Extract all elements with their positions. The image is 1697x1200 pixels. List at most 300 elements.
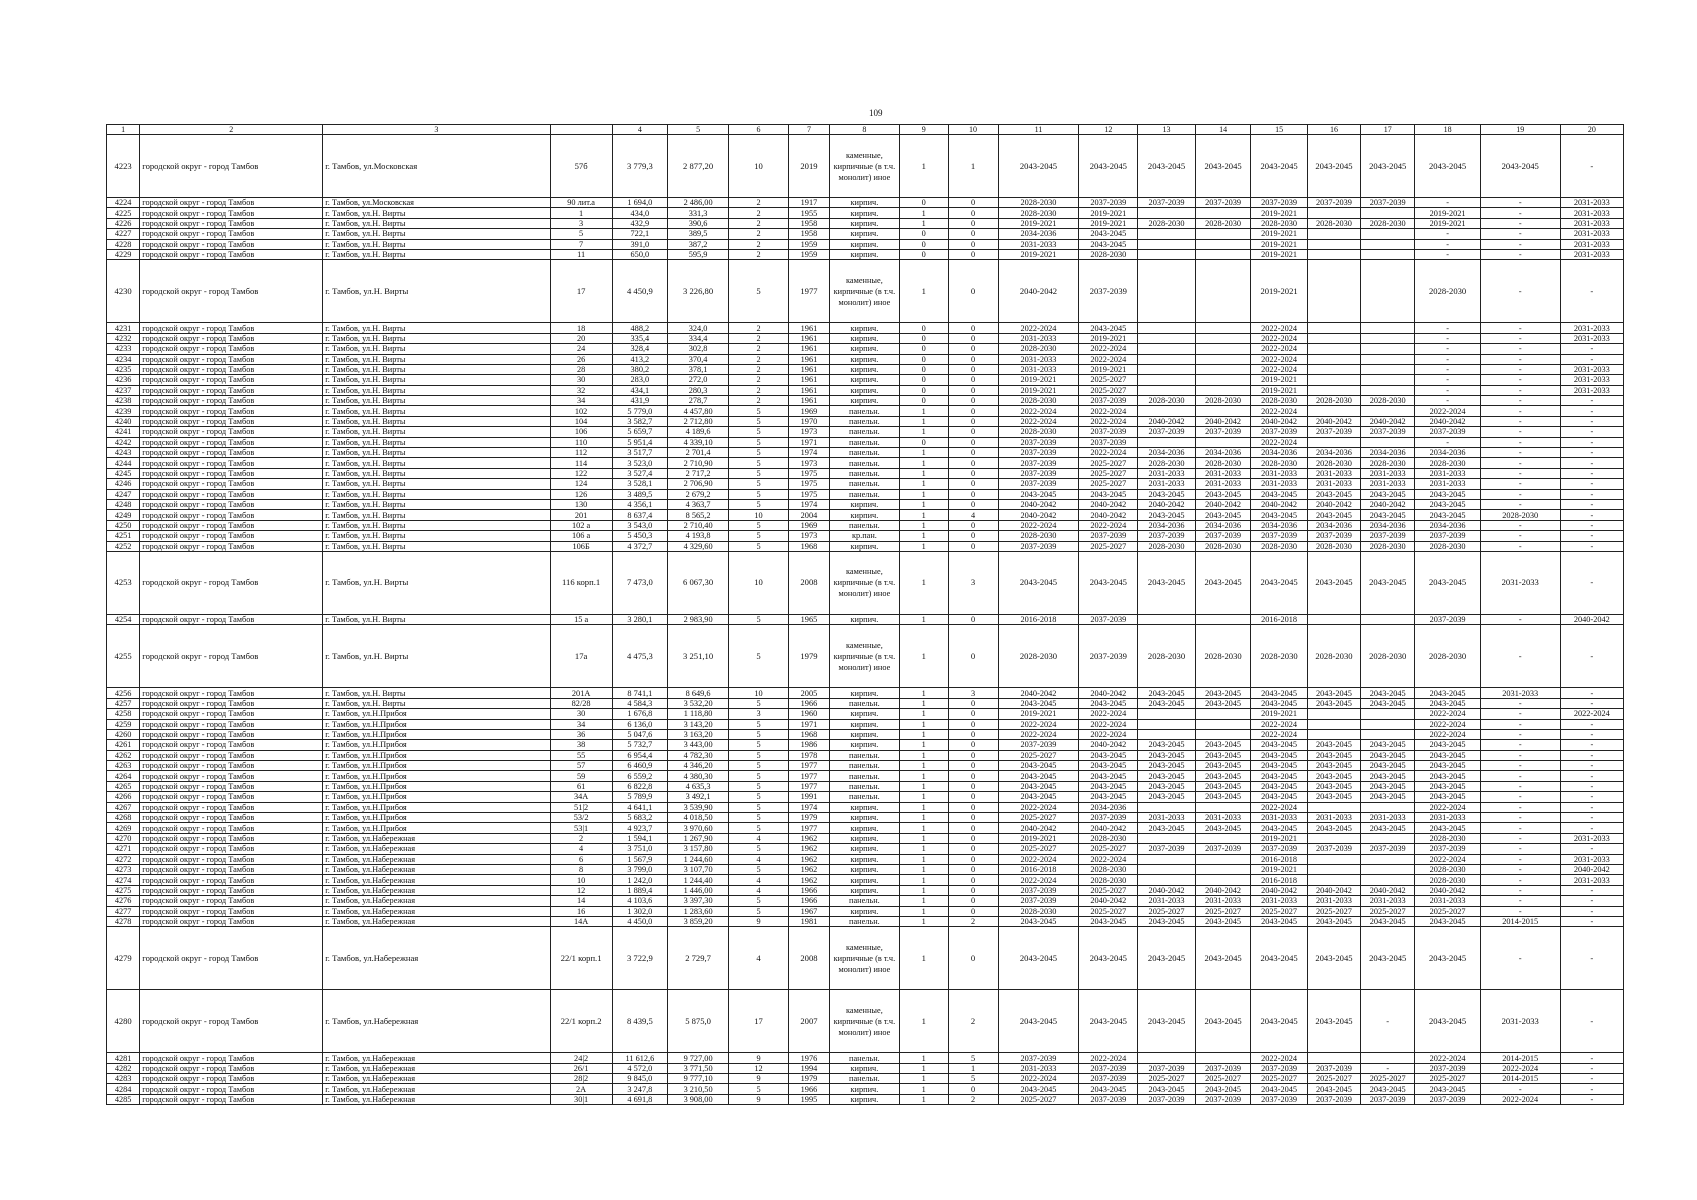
table-cell: 2043-2045 bbox=[998, 781, 1079, 791]
table-cell: 2016-2018 bbox=[998, 614, 1079, 624]
table-cell: 5 bbox=[729, 813, 789, 823]
table-cell: 2019 bbox=[788, 135, 829, 198]
table-cell: 2043-2045 bbox=[1307, 792, 1360, 802]
table-cell: - bbox=[1480, 781, 1560, 791]
table-cell: 2043-2045 bbox=[1138, 990, 1196, 1053]
table-cell bbox=[1138, 833, 1196, 843]
table-cell: 2043-2045 bbox=[1361, 510, 1415, 520]
table-cell: 4273 bbox=[107, 864, 140, 874]
table-row bbox=[107, 208, 1624, 218]
table-cell: городской округ - город Тамбов bbox=[140, 781, 323, 791]
table-cell: 2031-2033 bbox=[1560, 375, 1623, 385]
table-cell: 2043-2045 bbox=[1138, 740, 1196, 750]
table-cell: 2022-2024 bbox=[1415, 1053, 1480, 1063]
table-cell bbox=[1138, 364, 1196, 374]
table-cell: 0 bbox=[948, 333, 998, 343]
table-cell: 302,8 bbox=[668, 344, 729, 354]
table-cell: панельн. bbox=[829, 916, 899, 926]
table-cell: 5 779,0 bbox=[612, 406, 667, 416]
table-cell: 2043-2045 bbox=[1079, 1084, 1138, 1094]
table-cell: г. Тамбов, ул.Н. Вирты bbox=[323, 437, 550, 447]
table-cell: городской округ - город Тамбов bbox=[140, 385, 323, 395]
table-cell: 2019-2021 bbox=[1251, 385, 1308, 395]
table-cell: 2037-2039 bbox=[1079, 260, 1138, 323]
table-cell: 2031-2033 bbox=[1361, 896, 1415, 906]
table-cell: 4263 bbox=[107, 761, 140, 771]
table-cell bbox=[1307, 437, 1360, 447]
table-cell: 0 bbox=[948, 792, 998, 802]
table-cell: 2043-2045 bbox=[1138, 916, 1196, 926]
table-cell: 4 691,8 bbox=[612, 1094, 667, 1104]
table-cell: 2031-2033 bbox=[1195, 479, 1250, 489]
table-cell: 2043-2045 bbox=[1079, 323, 1138, 333]
table-cell: 0 bbox=[948, 541, 998, 551]
table-cell: городской округ - город Тамбов bbox=[140, 448, 323, 458]
table-cell: - bbox=[1560, 396, 1623, 406]
table-cell: 2043-2045 bbox=[1307, 551, 1360, 614]
table-cell: - bbox=[1560, 698, 1623, 708]
table-cell: 4257 bbox=[107, 698, 140, 708]
table-cell: 36 bbox=[550, 729, 612, 739]
table-cell bbox=[1307, 729, 1360, 739]
table-cell: 2028-2030 bbox=[1195, 541, 1250, 551]
table-cell: кирпич. bbox=[829, 740, 899, 750]
table-cell: 5 789,9 bbox=[612, 792, 667, 802]
table-cell bbox=[1138, 375, 1196, 385]
table-cell: 5 bbox=[729, 729, 789, 739]
table-cell: 1977 bbox=[788, 823, 829, 833]
table-row bbox=[107, 875, 1624, 885]
table-cell: 283,0 bbox=[612, 375, 667, 385]
table-cell: 1 bbox=[899, 823, 948, 833]
table-cell: 2043-2045 bbox=[1195, 135, 1250, 198]
table-cell: 2043-2045 bbox=[1195, 916, 1250, 926]
table-cell: 2016-2018 bbox=[998, 864, 1079, 874]
table-cell: городской округ - город Тамбов bbox=[140, 614, 323, 624]
table-cell: 2025-2027 bbox=[1079, 385, 1138, 395]
table-cell: 2028-2030 bbox=[1251, 458, 1308, 468]
table-cell: г. Тамбов, ул.Н. Вирты bbox=[323, 385, 550, 395]
table-cell: 2043-2045 bbox=[998, 489, 1079, 499]
table-cell: 8 bbox=[550, 864, 612, 874]
table-cell: 1970 bbox=[788, 416, 829, 426]
table-cell: 5 bbox=[729, 625, 789, 688]
table-cell: 2028-2030 bbox=[998, 906, 1079, 916]
table-cell: г. Тамбов, ул.Набережная bbox=[323, 990, 550, 1053]
table-cell: 0 bbox=[948, 531, 998, 541]
table-row bbox=[107, 437, 1624, 447]
table-cell: 51|2 bbox=[550, 802, 612, 812]
table-cell: 1961 bbox=[788, 333, 829, 343]
table-cell: 0 bbox=[899, 354, 948, 364]
table-cell: 4243 bbox=[107, 448, 140, 458]
column-number-cell: 12 bbox=[1079, 125, 1138, 135]
table-cell: 0 bbox=[948, 239, 998, 249]
table-cell: - bbox=[1480, 479, 1560, 489]
table-cell: 2019-2021 bbox=[1079, 364, 1138, 374]
table-cell: г. Тамбов, ул.Набережная bbox=[323, 927, 550, 990]
table-cell: 2028-2030 bbox=[998, 396, 1079, 406]
table-cell: 2043-2045 bbox=[1195, 750, 1250, 760]
table-cell: 4276 bbox=[107, 896, 140, 906]
table-cell: городской округ - город Тамбов bbox=[140, 458, 323, 468]
table-cell bbox=[1361, 364, 1415, 374]
table-cell: 9 777,10 bbox=[668, 1074, 729, 1084]
table-cell: 2022-2024 bbox=[1415, 406, 1480, 416]
table-cell: 2022-2024 bbox=[1251, 323, 1308, 333]
table-cell bbox=[1307, 249, 1360, 259]
table-cell: 5 047,6 bbox=[612, 729, 667, 739]
table-cell: 5 bbox=[729, 802, 789, 812]
table-cell: 2040-2042 bbox=[1138, 499, 1196, 509]
column-number-cell bbox=[550, 125, 612, 135]
table-cell: 4 457,80 bbox=[668, 406, 729, 416]
table-cell: 5 bbox=[729, 531, 789, 541]
table-cell: - bbox=[1415, 375, 1480, 385]
table-cell: 90 лит.а bbox=[550, 198, 612, 208]
table-cell: 0 bbox=[899, 239, 948, 249]
table-cell: 0 bbox=[899, 323, 948, 333]
table-row bbox=[107, 761, 1624, 771]
table-cell: 2019-2021 bbox=[998, 218, 1079, 228]
table-cell: 2022-2024 bbox=[1079, 448, 1138, 458]
table-cell: 2022-2024 bbox=[1415, 729, 1480, 739]
table-cell: - bbox=[1480, 208, 1560, 218]
table-row bbox=[107, 541, 1624, 551]
table-cell: 2007 bbox=[788, 990, 829, 1053]
table-cell: 2037-2039 bbox=[1138, 427, 1196, 437]
table-cell: 0 bbox=[948, 499, 998, 509]
table-cell: 4 572,0 bbox=[612, 1063, 667, 1073]
table-cell: 4234 bbox=[107, 354, 140, 364]
table-cell: 3 779,3 bbox=[612, 135, 667, 198]
table-cell: 4274 bbox=[107, 875, 140, 885]
table-cell: - bbox=[1361, 990, 1415, 1053]
table-cell: 0 bbox=[948, 198, 998, 208]
table-cell: 1 bbox=[899, 1063, 948, 1073]
table-row bbox=[107, 468, 1624, 478]
table-cell: 2019-2021 bbox=[1079, 208, 1138, 218]
table-cell: 2028-2030 bbox=[1415, 875, 1480, 885]
table-cell: 434,1 bbox=[612, 385, 667, 395]
table-cell: панельн. bbox=[829, 448, 899, 458]
table-cell: 102 bbox=[550, 406, 612, 416]
table-cell bbox=[1138, 260, 1196, 323]
table-cell: панельн. bbox=[829, 761, 899, 771]
table-cell: - bbox=[1560, 792, 1623, 802]
table-cell: 0 bbox=[948, 864, 998, 874]
table-cell: 2022-2024 bbox=[1560, 709, 1623, 719]
table-cell: 2040-2042 bbox=[1079, 499, 1138, 509]
table-cell: 1 bbox=[899, 520, 948, 530]
table-cell: 1971 bbox=[788, 719, 829, 729]
table-cell: г. Тамбов, ул.Н. Вирты bbox=[323, 489, 550, 499]
table-cell bbox=[1138, 709, 1196, 719]
table-cell: 1961 bbox=[788, 354, 829, 364]
table-cell: 2037-2039 bbox=[1079, 396, 1138, 406]
table-cell: 5 bbox=[729, 416, 789, 426]
table-cell: 3 543,0 bbox=[612, 520, 667, 530]
table-cell: 3 157,80 bbox=[668, 844, 729, 854]
housing-repair-schedule-table bbox=[106, 124, 1624, 1105]
table-cell: г. Тамбов, ул.Н. Вирты bbox=[323, 458, 550, 468]
table-cell: 57б bbox=[550, 135, 612, 198]
table-cell: 0 bbox=[948, 813, 998, 823]
table-cell: панельн. bbox=[829, 698, 899, 708]
table-cell: - bbox=[1560, 1053, 1623, 1063]
table-cell: г. Тамбов, ул.Набережная bbox=[323, 916, 550, 926]
table-cell: 3 492,1 bbox=[668, 792, 729, 802]
table-cell: 2019-2021 bbox=[1251, 709, 1308, 719]
table-cell: 2043-2045 bbox=[1079, 750, 1138, 760]
table-cell: 387,2 bbox=[668, 239, 729, 249]
table-cell: 1955 bbox=[788, 208, 829, 218]
table-cell: 2040-2042 bbox=[1138, 416, 1196, 426]
table-cell: - bbox=[1560, 1084, 1623, 1094]
table-cell: 1991 bbox=[788, 792, 829, 802]
table-cell: 1961 bbox=[788, 323, 829, 333]
table-cell bbox=[1361, 375, 1415, 385]
table-cell: 2043-2045 bbox=[1251, 551, 1308, 614]
table-cell: 5 bbox=[729, 844, 789, 854]
table-cell bbox=[1361, 709, 1415, 719]
table-cell: 0 bbox=[899, 229, 948, 239]
table-cell: 2043-2045 bbox=[1415, 761, 1480, 771]
table-cell: 2028-2030 bbox=[1415, 260, 1480, 323]
table-cell: 1 bbox=[899, 260, 948, 323]
table-cell: - bbox=[1415, 364, 1480, 374]
table-row bbox=[107, 344, 1624, 354]
table-cell: 0 bbox=[948, 364, 998, 374]
table-cell: 4 bbox=[948, 510, 998, 520]
table-cell: 2031-2033 bbox=[1560, 875, 1623, 885]
table-row bbox=[107, 792, 1624, 802]
table-cell: 0 bbox=[948, 427, 998, 437]
table-cell: 2019-2021 bbox=[1079, 218, 1138, 228]
document-table-wrapper bbox=[106, 124, 1624, 1105]
table-cell: 2028-2030 bbox=[1138, 458, 1196, 468]
table-cell: 2034-2036 bbox=[1361, 448, 1415, 458]
page-number: 109 bbox=[869, 108, 883, 118]
table-cell bbox=[1361, 1053, 1415, 1063]
table-cell: 4268 bbox=[107, 813, 140, 823]
table-cell: 4277 bbox=[107, 906, 140, 916]
table-cell: 2028-2030 bbox=[1195, 625, 1250, 688]
table-row bbox=[107, 823, 1624, 833]
table-cell: 2022-2024 bbox=[1079, 709, 1138, 719]
table-cell: 1 bbox=[899, 761, 948, 771]
table-row bbox=[107, 135, 1624, 198]
table-cell: 22/1 корп.2 bbox=[550, 990, 612, 1053]
table-cell: 1 594,1 bbox=[612, 833, 667, 843]
table-cell: 2043-2045 bbox=[1195, 792, 1250, 802]
table-cell: 2040-2042 bbox=[1079, 688, 1138, 698]
table-cell: 4235 bbox=[107, 364, 140, 374]
table-cell: 4 bbox=[729, 875, 789, 885]
table-cell: 2043-2045 bbox=[1361, 688, 1415, 698]
table-cell: 201А bbox=[550, 688, 612, 698]
table-cell: 2014-2015 bbox=[1480, 1053, 1560, 1063]
table-cell: 9 727,00 bbox=[668, 1053, 729, 1063]
table-cell: - bbox=[1480, 364, 1560, 374]
table-cell: 2040-2042 bbox=[1195, 885, 1250, 895]
table-cell: 5 bbox=[729, 468, 789, 478]
table-cell: 2019-2021 bbox=[1251, 208, 1308, 218]
table-cell: 2040-2042 bbox=[1079, 740, 1138, 750]
table-cell: 2022-2024 bbox=[998, 520, 1079, 530]
table-cell: 272,0 bbox=[668, 375, 729, 385]
table-cell: 1978 bbox=[788, 750, 829, 760]
table-cell: 2016-2018 bbox=[1251, 854, 1308, 864]
table-cell: 2 bbox=[948, 1094, 998, 1104]
table-cell: 2034-2036 bbox=[1307, 520, 1360, 530]
table-cell: 2043-2045 bbox=[1195, 1084, 1250, 1094]
table-cell: 1 bbox=[899, 427, 948, 437]
table-cell: кирпич. bbox=[829, 208, 899, 218]
table-cell: 2022-2024 bbox=[1251, 333, 1308, 343]
table-cell bbox=[1307, 802, 1360, 812]
table-cell: 82/28 bbox=[550, 698, 612, 708]
table-cell: 2031-2033 bbox=[1251, 479, 1308, 489]
column-number-cell: 17 bbox=[1361, 125, 1415, 135]
table-cell bbox=[1195, 875, 1250, 885]
table-cell: 2043-2045 bbox=[1251, 990, 1308, 1053]
table-cell: 2043-2045 bbox=[1138, 551, 1196, 614]
table-cell: 30 bbox=[550, 375, 612, 385]
table-cell bbox=[1195, 260, 1250, 323]
table-cell: 10 bbox=[550, 875, 612, 885]
table-cell: 0 bbox=[948, 844, 998, 854]
table-cell: - bbox=[1480, 698, 1560, 708]
table-cell: 2037-2039 bbox=[998, 437, 1079, 447]
table-cell: городской округ - город Тамбов bbox=[140, 249, 323, 259]
table-cell: 2043-2045 bbox=[1307, 698, 1360, 708]
table-cell bbox=[1361, 249, 1415, 259]
table-cell: - bbox=[1480, 813, 1560, 823]
table-cell: - bbox=[1480, 468, 1560, 478]
table-cell: 1961 bbox=[788, 385, 829, 395]
table-cell bbox=[1195, 854, 1250, 864]
table-cell: г. Тамбов, ул.Н.Прибоя bbox=[323, 823, 550, 833]
table-cell: 16 bbox=[550, 906, 612, 916]
table-cell: кирпич. bbox=[829, 1084, 899, 1094]
table-cell: 2 729,7 bbox=[668, 927, 729, 990]
table-cell: городской округ - город Тамбов bbox=[140, 510, 323, 520]
table-cell: 389,5 bbox=[668, 229, 729, 239]
table-cell: панельн. bbox=[829, 1053, 899, 1063]
table-cell bbox=[1138, 854, 1196, 864]
table-cell: 5 bbox=[729, 896, 789, 906]
table-cell bbox=[1138, 719, 1196, 729]
table-cell: - bbox=[1415, 437, 1480, 447]
table-cell: 4250 bbox=[107, 520, 140, 530]
table-cell: 2037-2039 bbox=[998, 448, 1079, 458]
table-cell: 0 bbox=[948, 520, 998, 530]
table-cell: 2019-2021 bbox=[1251, 239, 1308, 249]
table-cell: 4246 bbox=[107, 479, 140, 489]
table-cell: 328,4 bbox=[612, 344, 667, 354]
table-cell: 2028-2030 bbox=[1361, 396, 1415, 406]
table-cell: г. Тамбов, ул.Н. Вирты bbox=[323, 448, 550, 458]
table-cell: г. Тамбов, ул.Набережная bbox=[323, 1094, 550, 1104]
table-cell bbox=[1307, 875, 1360, 885]
column-number-cell: 8 bbox=[829, 125, 899, 135]
table-cell: городской округ - город Тамбов bbox=[140, 813, 323, 823]
table-cell: городской округ - город Тамбов bbox=[140, 792, 323, 802]
table-cell: 1 bbox=[899, 510, 948, 520]
table-cell bbox=[1138, 1053, 1196, 1063]
table-cell: 2 877,20 bbox=[668, 135, 729, 198]
table-cell: 1958 bbox=[788, 218, 829, 228]
table-cell: 2043-2045 bbox=[1079, 229, 1138, 239]
table-cell bbox=[1361, 833, 1415, 843]
table-cell: 59 bbox=[550, 771, 612, 781]
table-cell: - bbox=[1480, 427, 1560, 437]
table-cell: кирпич. bbox=[829, 833, 899, 843]
table-cell: - bbox=[1480, 416, 1560, 426]
table-cell: 2028-2030 bbox=[1361, 541, 1415, 551]
table-cell bbox=[1195, 364, 1250, 374]
table-cell: 1966 bbox=[788, 698, 829, 708]
table-cell: 2043-2045 bbox=[998, 916, 1079, 926]
table-cell: - bbox=[1560, 1063, 1623, 1073]
table-cell: 2043-2045 bbox=[1415, 927, 1480, 990]
table-row bbox=[107, 354, 1624, 364]
table-cell bbox=[1195, 323, 1250, 333]
table-cell: панельн. bbox=[829, 771, 899, 781]
table-cell: 2022-2024 bbox=[998, 1074, 1079, 1084]
table-cell: 2 706,90 bbox=[668, 479, 729, 489]
table-cell: 2043-2045 bbox=[1251, 688, 1308, 698]
table-cell: 2043-2045 bbox=[1138, 688, 1196, 698]
table-cell: 2043-2045 bbox=[1307, 1084, 1360, 1094]
table-cell: каменные, кирпичные (в т.ч. монолит) иное bbox=[829, 927, 899, 990]
table-cell: 3 489,5 bbox=[612, 489, 667, 499]
table-cell: 30|1 bbox=[550, 1094, 612, 1104]
table-cell: 106 bbox=[550, 427, 612, 437]
table-row bbox=[107, 854, 1624, 864]
table-cell: 2043-2045 bbox=[998, 551, 1079, 614]
table-cell: 4252 bbox=[107, 541, 140, 551]
table-cell: - bbox=[1560, 437, 1623, 447]
table-cell: 2043-2045 bbox=[1195, 771, 1250, 781]
table-cell: 1974 bbox=[788, 802, 829, 812]
table-cell: 1 bbox=[899, 1074, 948, 1084]
table-cell: 2034-2036 bbox=[1251, 448, 1308, 458]
table-cell: городской округ - город Тамбов bbox=[140, 1094, 323, 1104]
table-cell bbox=[1138, 239, 1196, 249]
table-cell: 102 а bbox=[550, 520, 612, 530]
table-cell: г. Тамбов, ул.Н. Вирты bbox=[323, 468, 550, 478]
table-cell: 2043-2045 bbox=[1415, 1084, 1480, 1094]
table-cell: 2025-2027 bbox=[998, 813, 1079, 823]
table-cell: 2022-2024 bbox=[998, 406, 1079, 416]
table-cell: 2031-2033 bbox=[998, 354, 1079, 364]
table-cell: 2043-2045 bbox=[1415, 990, 1480, 1053]
table-cell: г. Тамбов, ул.Н.Прибоя bbox=[323, 771, 550, 781]
table-cell: кирпич. bbox=[829, 854, 899, 864]
table-cell: 2037-2039 bbox=[1251, 844, 1308, 854]
table-cell: 2031-2033 bbox=[1560, 239, 1623, 249]
table-cell: 2028-2030 bbox=[1079, 833, 1138, 843]
table-cell: 4 339,10 bbox=[668, 437, 729, 447]
table-row bbox=[107, 750, 1624, 760]
table-cell: 0 bbox=[948, 448, 998, 458]
table-cell: 3 582,7 bbox=[612, 416, 667, 426]
table-cell: 57 bbox=[550, 761, 612, 771]
table-cell: 2022-2024 bbox=[1251, 437, 1308, 447]
table-cell: 3 226,80 bbox=[668, 260, 729, 323]
